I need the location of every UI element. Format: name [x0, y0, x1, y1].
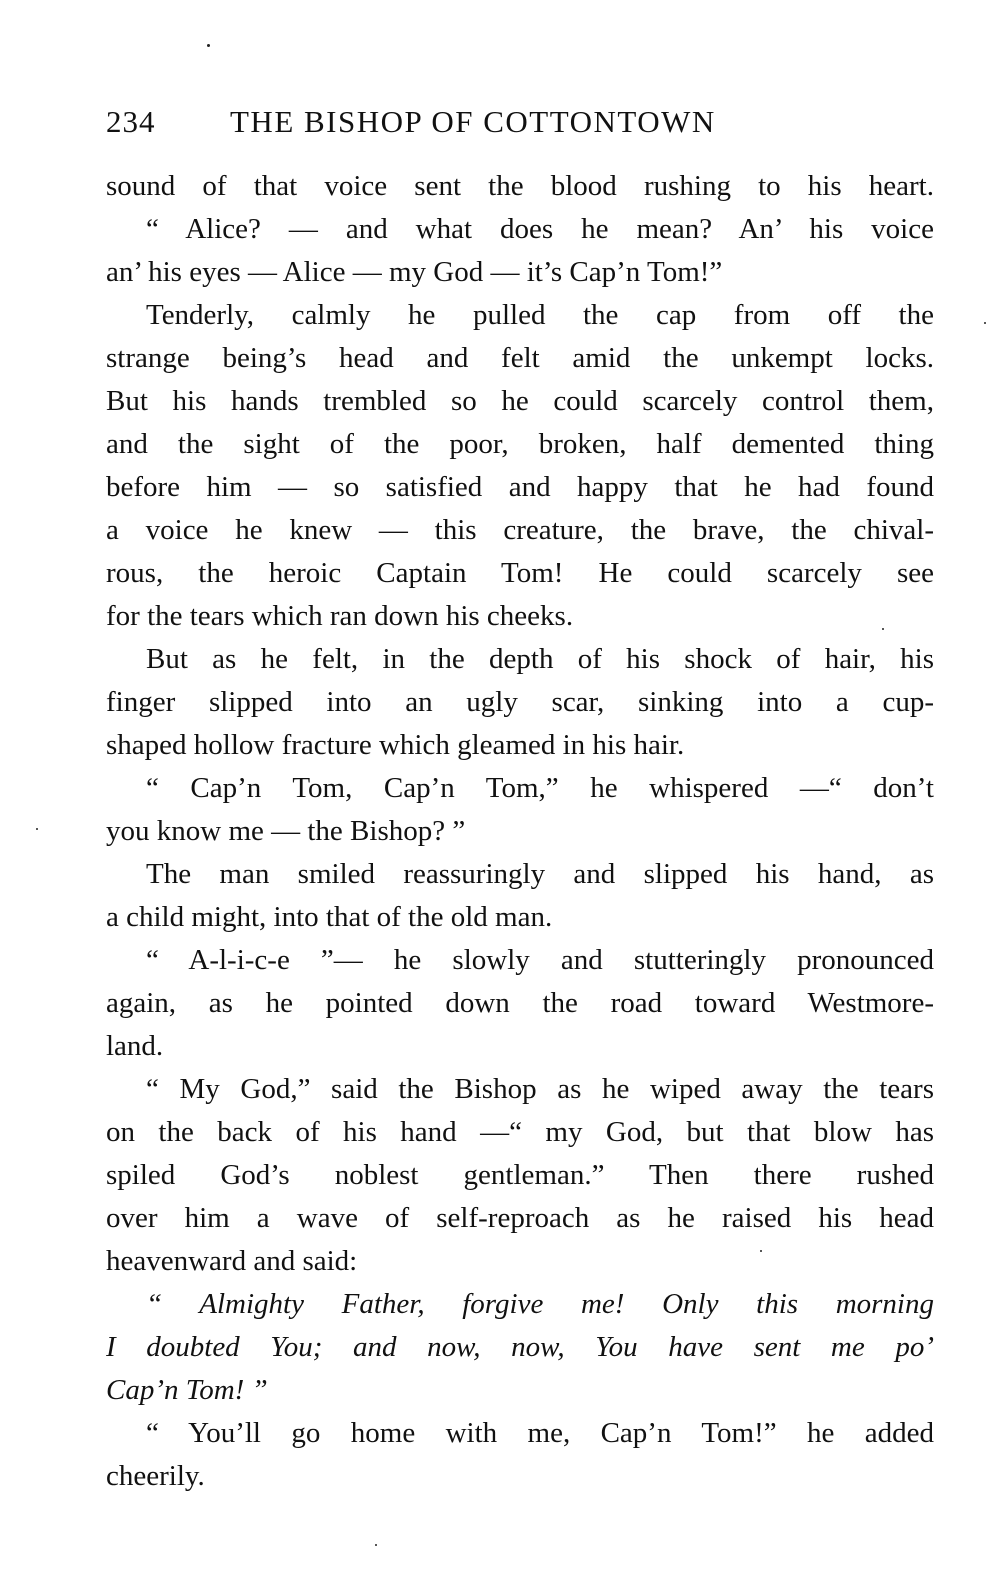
- text-line: “ Cap’n Tom, Cap’n Tom,” he whispered —“ don’t: [146, 772, 934, 804]
- text-line: “ A-l-i-c-e ”— he slowly and stutteringly pronounced: [146, 944, 934, 976]
- text-line: “ Almighty Father, forgive me! Only this morning: [146, 1288, 934, 1320]
- text-line: spiled God’s noblest gentleman.” Then there rushed: [106, 1159, 934, 1191]
- text-line: before him — so satisfied and happy that he had found: [106, 471, 934, 503]
- text-line: again, as he pointed down the road toward Westmore-: [106, 987, 934, 1019]
- page-number: 234: [106, 104, 156, 139]
- text-line: Tenderly, calmly he pulled the cap from off the: [146, 299, 934, 331]
- text-line: “ My God,” said the Bishop as he wiped away the tears: [146, 1073, 934, 1105]
- page-header: [106, 104, 936, 152]
- text-line: “ Alice? — and what does he mean? An’ his voice: [146, 213, 934, 245]
- text-line: for the tears which ran down his cheeks.: [106, 600, 574, 632]
- text-line: strange being’s head and felt amid the unkempt locks.: [106, 342, 934, 374]
- scan-speck: [882, 628, 884, 630]
- scan-speck: [375, 1544, 377, 1546]
- scan-speck: [984, 322, 986, 324]
- body-text: [106, 165, 934, 1498]
- text-line: “ You’ll go home with me, Cap’n Tom!” he added: [146, 1417, 934, 1449]
- text-line: But as he felt, in the depth of his shock of hair, his: [146, 643, 934, 675]
- text-line: and the sight of the poor, broken, half demented thing: [106, 428, 934, 460]
- text-line: But his hands trembled so he could scarcely control them,: [106, 385, 934, 417]
- text-line: Cap’n Tom! ”: [106, 1374, 268, 1406]
- text-line: you know me — the Bishop? ”: [106, 815, 466, 847]
- text-line: finger slipped into an ugly scar, sinking into a cup-: [106, 686, 934, 718]
- text-line: an’ his eyes — Alice — my God — it’s Cap’n Tom!”: [106, 256, 723, 288]
- text-line: shaped hollow fracture which gleamed in his hair.: [106, 729, 685, 761]
- running-head: THE BISHOP OF COTTONTOWN: [230, 104, 716, 139]
- text-line: cheerily.: [106, 1460, 205, 1492]
- scan-speck: [207, 44, 210, 47]
- text-line: heavenward and said:: [106, 1245, 358, 1277]
- text-line: sound of that voice sent the blood rushing to his heart.: [106, 170, 934, 202]
- scan-speck: [36, 828, 38, 830]
- text-line: a voice he knew — this creature, the brave, the chival-: [106, 514, 934, 546]
- text-line: The man smiled reassuringly and slipped his hand, as: [146, 858, 934, 890]
- text-line: I doubted You; and now, now, You have sent me po’: [106, 1331, 934, 1363]
- text-line: on the back of his hand —“ my God, but that blow has: [106, 1116, 934, 1148]
- scan-speck: [760, 1250, 762, 1252]
- text-line: over him a wave of self-reproach as he raised his head: [106, 1202, 934, 1234]
- text-line: rous, the heroic Captain Tom! He could scarcely see: [106, 557, 934, 589]
- text-line: land.: [106, 1030, 164, 1062]
- text-line: a child might, into that of the old man.: [106, 901, 553, 933]
